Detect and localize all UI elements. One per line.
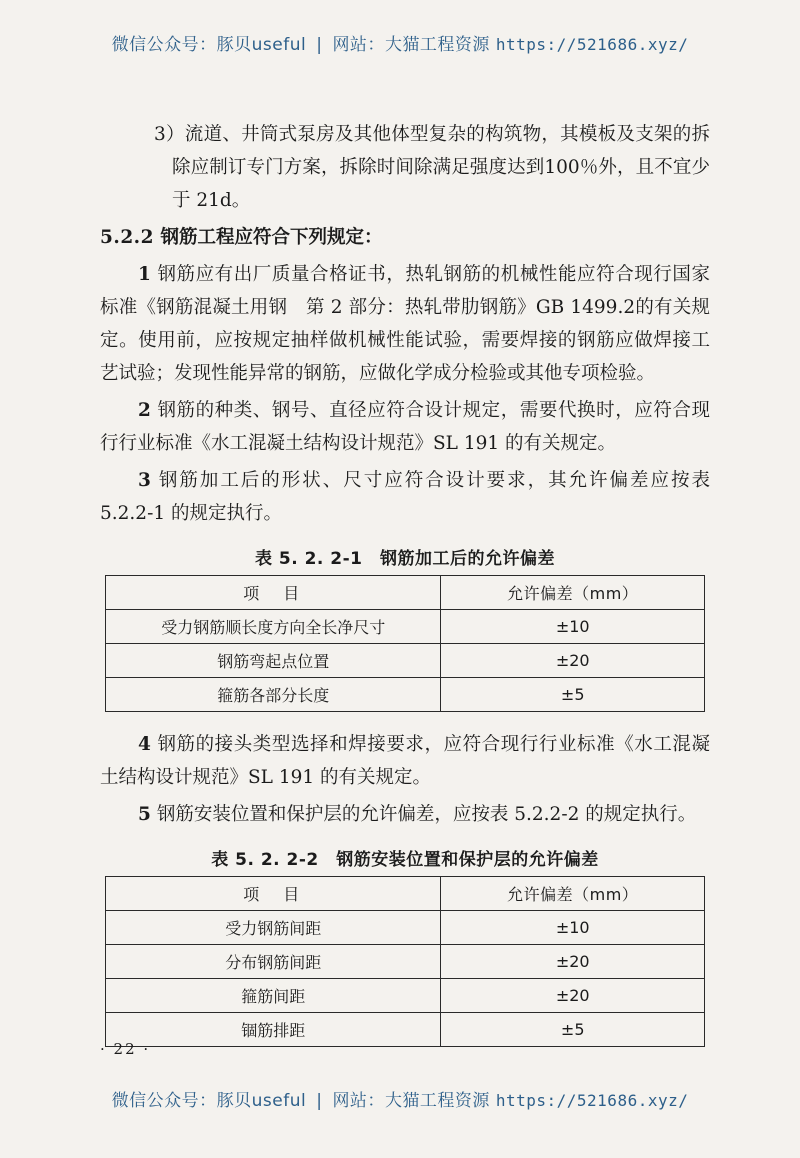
watermark-footer [0,1086,800,1111]
watermark-separator-footer: | [316,1091,323,1111]
table-header-row [106,877,705,911]
table-1-r2-value: ±5 [441,678,705,712]
page-number: · 22 · [100,1040,151,1058]
watermark-site-name-footer: 大猫工程资源 [384,1091,490,1111]
watermark-url-footer: https://521686.xyz/ [495,1091,689,1110]
table-1-caption: 表 5. 2. 2-1 钢筋加工后的允许偏差 [254,549,556,569]
table-2-r3-item: 锢筋排距 [106,1013,441,1047]
table-2-r0-value: ±10 [441,911,705,945]
paragraph-3-text: 钢筋加工后的形状、尺寸应符合设计要求，其允许偏差应按表 5.2.2-1 的规定执行。 [100,470,710,524]
watermark-header [0,30,800,55]
table-2-header-tolerance: 允许偏差（mm） [441,877,705,911]
table-row [106,610,705,644]
table-1-header-tolerance: 允许偏差（mm） [441,576,705,610]
table-1-r0-item: 受力钢筋顺长度方向全长净尺寸 [106,610,441,644]
watermark-wechat-name: 豚贝useful [216,35,307,55]
table-row [106,911,705,945]
watermark-separator: | [316,35,323,55]
watermark-site-label-footer: 网站： [332,1091,385,1111]
paragraph-5 [100,798,710,831]
section-title: 钢筋工程应符合下列规定： [160,227,383,248]
table-1-header-item: 项 目 [106,576,441,610]
paragraph-3 [100,464,710,530]
watermark-wechat-name-footer: 豚贝useful [216,1091,307,1111]
page-content [100,118,710,1047]
table-1-r0-value: ±10 [441,610,705,644]
table-row [106,945,705,979]
table-header-row [106,576,705,610]
section-number: 5.2.2 [100,227,154,248]
paragraph-4 [100,728,710,794]
table-2-r0-item: 受力钢筋间距 [106,911,441,945]
table-row [106,979,705,1013]
table-2-r1-value: ±20 [441,945,705,979]
paragraph-2 [100,394,710,460]
table-row [106,1013,705,1047]
watermark-wechat-label: 微信公众号： [111,35,217,55]
table-2-caption: 表 5. 2. 2-2 钢筋安装位置和保护层的允许偏差 [211,850,599,870]
table-2-header-item: 项 目 [106,877,441,911]
paragraph-item-3: 3）流道、井筒式泵房及其他体型复杂的构筑物，其模板及支架的拆除应制订专门方案，拆除时间除满足强度达到100％外，且不宜少于 21d。 [154,124,710,211]
table-2-r3-value: ±5 [441,1013,705,1047]
paragraph-5-text: 钢筋安装位置和保护层的允许偏差，应按表 5.2.2-2 的规定执行。 [156,804,697,825]
table-1-r1-value: ±20 [441,644,705,678]
paragraph-1 [100,258,710,390]
table-2-r2-value: ±20 [441,979,705,1013]
table-2-r1-item: 分布钢筋间距 [106,945,441,979]
table-row [106,644,705,678]
table-1-r2-item: 箍筋各部分长度 [106,678,441,712]
paragraph-2-text: 钢筋的种类、钢号、直径应符合设计规定，需要代换时，应符合现行行业标准《水工混凝土结构设计规范》SL 191 的有关规定。 [100,400,710,454]
paragraph-2-number: 2 [138,400,151,421]
paragraph-4-text: 钢筋的接头类型选择和焊接要求，应符合现行行业标准《水工混凝土结构设计规范》SL 191 的有关规定。 [100,734,710,788]
paragraph-1-number: 1 [138,264,151,285]
watermark-site-label: 网站： [332,35,385,55]
table-rebar-processing-tolerance [105,575,705,712]
paragraph-4-number: 4 [138,734,151,755]
watermark-url: https://521686.xyz/ [495,35,689,54]
paragraph-5-number: 5 [138,804,151,825]
table-2-r2-item: 箍筋间距 [106,979,441,1013]
paragraph-3-number: 3 [138,470,151,491]
watermark-wechat-label-footer: 微信公众号： [111,1091,217,1111]
table-rebar-installation-tolerance [105,876,705,1047]
table-row [106,678,705,712]
table-1-r1-item: 钢筋弯起点位置 [106,644,441,678]
watermark-site-name: 大猫工程资源 [384,35,490,55]
section-heading-5-2-2 [100,221,710,254]
paragraph-1-text: 钢筋应有出厂质量合格证书，热轧钢筋的机械性能应符合现行国家标准《钢筋混凝土用钢 第 2 部分：热轧带肋钢筋》GB 1499.2的有关规定。使用前，应按规定抽样做机械性能试验，需要焊接的钢筋应做焊接工艺试验；发现性能异常的钢筋，应做化学成分检验或其他专项检验。 [100,264,710,384]
